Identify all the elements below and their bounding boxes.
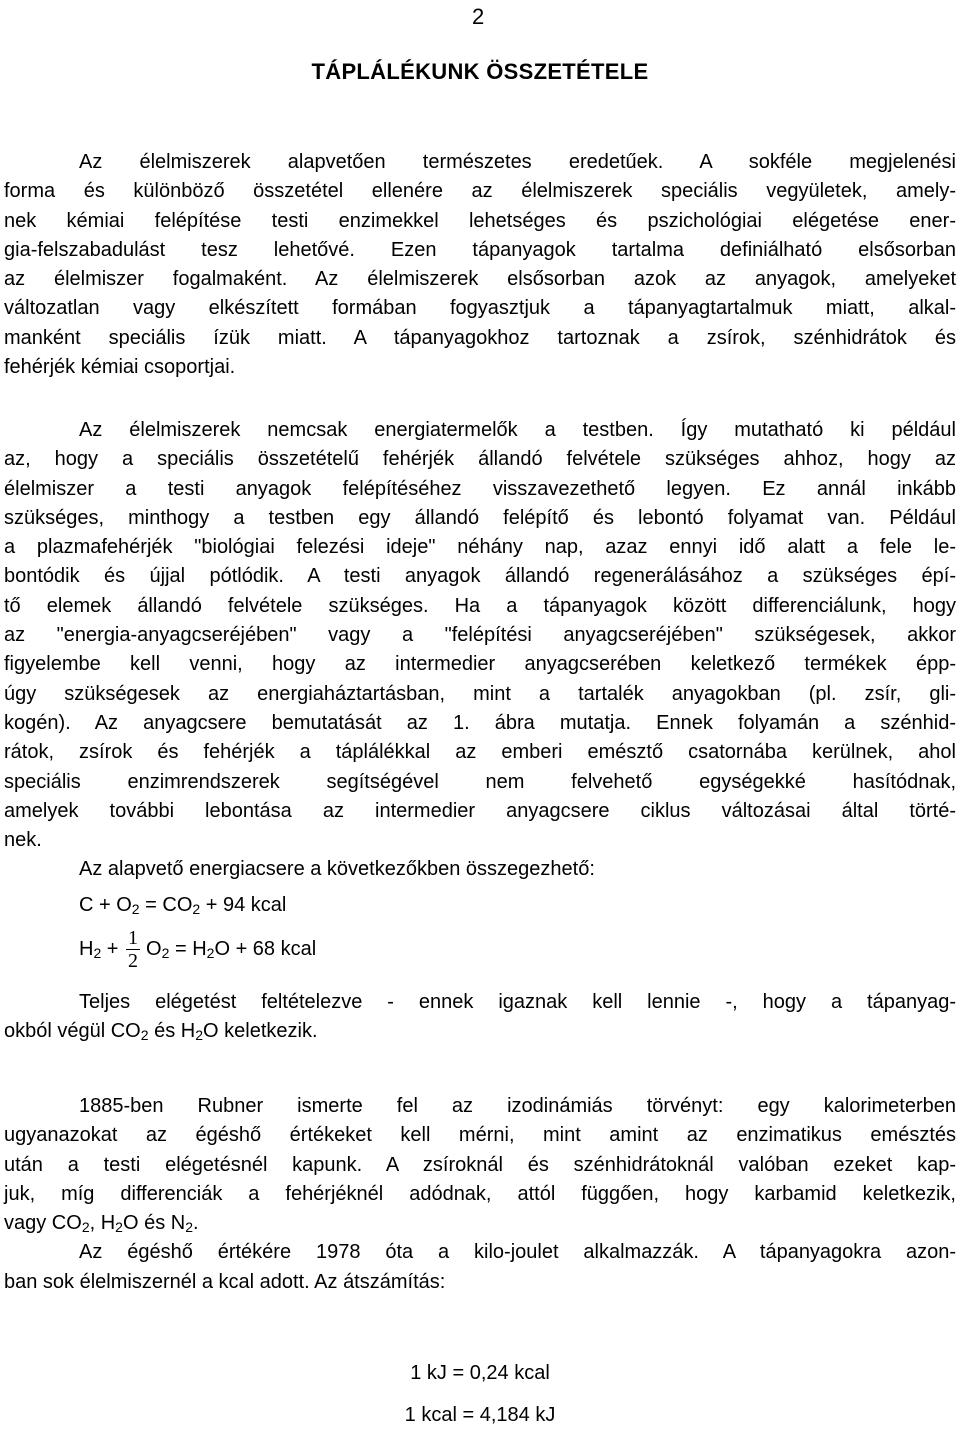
text-part: és H — [148, 1020, 196, 1043]
text-line — [4, 1209, 956, 1238]
text-line: Az élelmiszerek alapvetően természetes eredetűek. A sokféle megjelenési — [79, 151, 956, 173]
text-line: nek kémiai felépítése testi enzimekkel lehetséges és pszichológiai elégetése ener- — [4, 209, 956, 232]
formula-part: = CO — [139, 894, 193, 916]
text-line: amelyek további lebontása az intermedier anyagcsere ciklus változásai által törté- — [4, 799, 956, 822]
text-line: 1885-ben Rubner ismerte fel az izodinámiás törvényt: egy kalorimeterben — [79, 1095, 956, 1117]
text-line: forma és különböző összetétel ellenére az élelmiszerek speciális vegyületek, amely- — [4, 180, 956, 203]
text-line — [4, 1017, 956, 1046]
fraction-one-half — [126, 927, 140, 972]
text-line: élelmiszer a testi anyagok felépítéséhez visszavezethető legyen. Ez annál inkább — [4, 477, 956, 500]
paragraph-rubner — [4, 1092, 956, 1297]
formula-part: + 94 kcal — [200, 894, 287, 916]
text-line: fehérjék kémiai csoportjai. — [4, 356, 236, 379]
conversion-kcal-to-kj: 1 kcal = 4,184 kJ — [404, 1404, 556, 1426]
text-line: az élelmiszer fogalmaként. Az élelmiszerek elsősorban azok az anyagok, amelyeket — [4, 268, 956, 291]
formula-part: O — [146, 938, 162, 960]
subscript: 2 — [192, 901, 201, 917]
subscript: 2 — [115, 1219, 123, 1236]
page-title: TÁPLÁLÉKUNK ÖSSZETÉTELE — [311, 59, 649, 84]
text-line: ugyanazokat az égéshő értékeket kell mérni, mint amint az enzimatikus emésztés — [4, 1124, 956, 1147]
fraction-denominator: 2 — [128, 950, 139, 973]
subscript: 2 — [195, 1027, 204, 1044]
text-line: tő elemek állandó felvétele szükséges. Ha a tápanyagok között differenciálunk, hogy — [4, 594, 956, 617]
text-line: ban sok élelmiszernél a kcal adott. Az átszámítás: — [4, 1270, 446, 1293]
paragraph-energy — [4, 416, 956, 885]
subscript: 2 — [81, 1219, 90, 1236]
text-line: Az égéshő értékére 1978 óta a kilo-joulet alkalmazzák. A tápanyagokra azon- — [79, 1241, 956, 1264]
text-line: szükséges, minthogy a testben egy állandó felépítő és lebontó folyamat van. Például — [4, 506, 956, 529]
formula-hydrogen-combustion — [79, 926, 316, 986]
text-line: után a testi elégetésnél kapunk. A zsíroknál és szénhidrátoknál valóban ezeket kap- — [4, 1153, 956, 1176]
formula-carbon-combustion — [79, 894, 286, 917]
formula-part: = H — [169, 938, 207, 960]
subscript: 2 — [161, 945, 170, 961]
subscript: 2 — [185, 1219, 194, 1236]
text-line: gia-felszabadulást tesz lehetővé. Ezen tápanyagok tartalma definiálható elsősorban — [4, 238, 956, 261]
formula-part: O + 68 kcal — [214, 938, 317, 960]
text-line: figyelembe kell venni, hogy az intermedier anyagcserében keletkező termékek épp- — [4, 653, 956, 676]
paragraph-intro — [4, 148, 956, 382]
text-line: Az élelmiszerek nemcsak energiatermelők a testben. Így mutatható ki például — [79, 419, 956, 441]
formula-part: + — [101, 938, 125, 960]
conversion-kj-to-kcal: 1 kJ = 0,24 kcal — [410, 1362, 550, 1384]
text-line: rátok, zsírok és fehérjék a táplálékkal az emberi emésztő csatornába kerülnek, ahol — [4, 741, 956, 764]
text-line: az, hogy a speciális összetételű fehérjék állandó felvétele szükséges ahhoz, hogy az — [4, 448, 956, 471]
subscript: 2 — [140, 1027, 149, 1044]
subscript: 2 — [206, 945, 215, 961]
text-part: , H — [89, 1212, 116, 1235]
text-part: okból végül CO — [4, 1020, 141, 1043]
text-line: nek. — [4, 829, 42, 852]
text-part: O és N — [122, 1212, 186, 1235]
fraction-numerator: 1 — [128, 927, 139, 950]
formula-part: C + O — [79, 894, 132, 916]
page-number: 2 — [472, 4, 485, 29]
text-line: a plazmafehérjék "biológiai felezési ideje" néhány nap, azaz ennyi idő alatt a fele le- — [4, 536, 956, 559]
text-line: Teljes elégetést feltételezve - ennek igaznak kell lennie -, hogy a tápanyag- — [79, 991, 956, 1013]
text-part: . — [193, 1212, 199, 1235]
text-part: O keletkezik. — [203, 1020, 318, 1043]
formula-part: H — [79, 938, 94, 960]
text-line: Az alapvető energiacsere a következőkben összegezhető: — [79, 858, 595, 881]
text-line: úgy szükségesek az energiaháztartásban, mint a tartalék anyagokban (pl. zsír, gli- — [4, 682, 956, 705]
text-line: kogén). Az anyagcsere bemutatását az 1. ábra mutatja. Ennek folyamán a szénhid- — [4, 711, 956, 734]
text-line: juk, míg differenciák a fehérjéknél adódnak, attól függően, hogy karbamid keletkezik, — [4, 1182, 956, 1205]
paragraph-conclusion — [4, 988, 956, 1047]
text-line: speciális enzimrendszerek segítségével nem felvehető egységekké hasítódnak, — [4, 770, 956, 793]
text-line: az "energia-anyagcseréjében" vagy a "felépítési anyagcseréjében" szükségesek, akkor — [4, 624, 956, 647]
text-line: manként speciális ízük miatt. A tápanyagokhoz tartoznak a zsírok, szénhidrátok és — [4, 326, 956, 349]
subscript: 2 — [131, 901, 140, 917]
text-line: bontódik és újjal pótlódik. A testi anyagok állandó regenerálásához a szükséges épí- — [4, 565, 956, 588]
text-line: változatlan vagy elkészített formában fogyasztjuk a tápanyagtartalmuk miatt, alkal- — [4, 297, 956, 320]
subscript: 2 — [93, 945, 102, 961]
text-part: vagy CO — [4, 1212, 82, 1235]
